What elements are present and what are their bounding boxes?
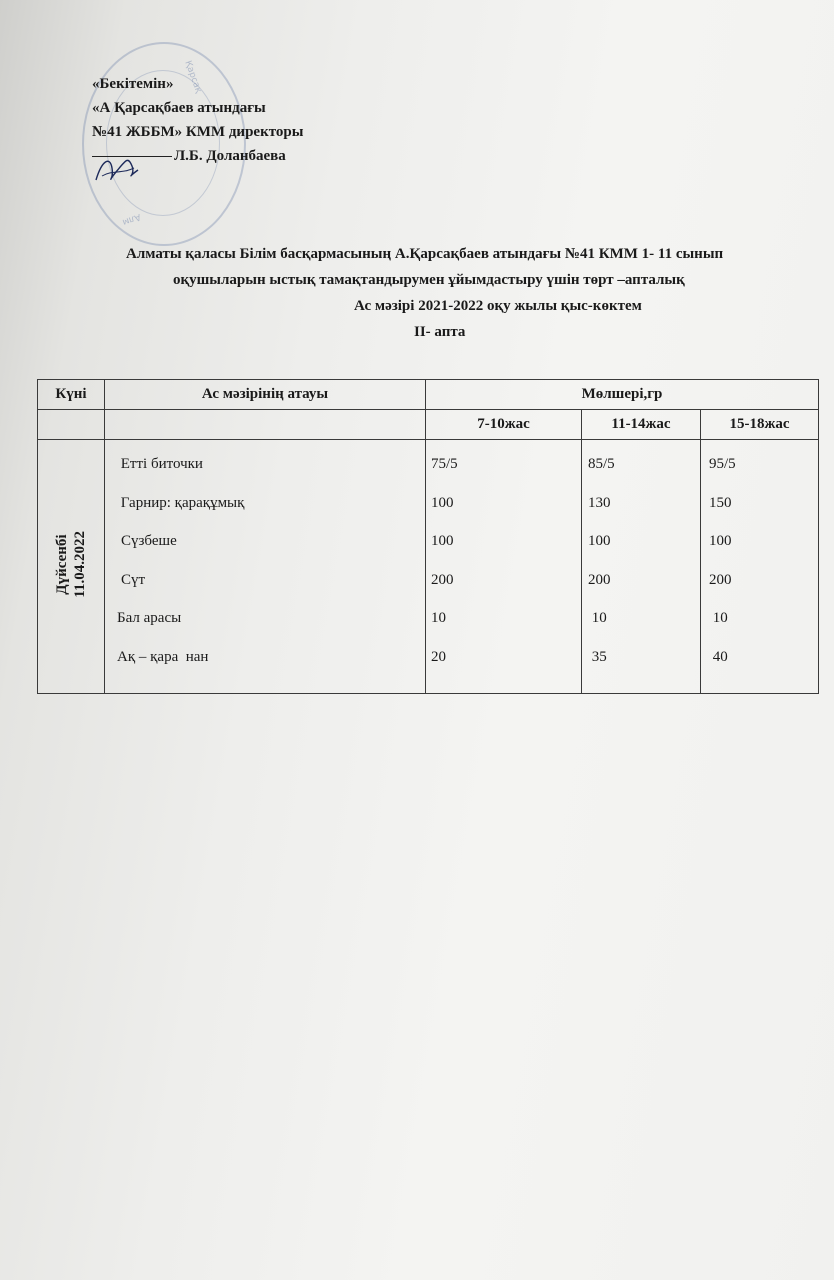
header-amount: Мөлшері,гр xyxy=(426,380,819,410)
subheader-empty-name xyxy=(105,410,426,440)
table-subheader-row xyxy=(38,410,819,440)
approval-line-3: №41 ЖББМ» КММ директоры xyxy=(92,124,304,140)
stamp-text-top: Қарсақ xyxy=(182,59,204,95)
title-line-3: Ас мәзірі 2021-2022 оқу жылы қыс-көктем xyxy=(354,298,642,314)
amount-value: 200 xyxy=(709,571,732,588)
amount-value: 200 xyxy=(588,571,611,588)
age-group-1: 7-10жас xyxy=(426,410,582,440)
amount-value: 40 xyxy=(709,648,728,665)
approval-block xyxy=(92,72,303,168)
amount-value: 100 xyxy=(588,533,611,549)
header-name: Ас мәзірінің атауы xyxy=(105,380,426,410)
amount-value: 85/5 xyxy=(588,456,615,472)
amount-value: 10 xyxy=(431,610,446,626)
title-line-2: оқушыларын ыстық тамақтандырумен ұйымдастыру үшін төрт –апталық xyxy=(173,272,685,288)
subheader-empty-day xyxy=(38,410,105,440)
director-name: Л.Б. Доланбаева xyxy=(174,148,286,164)
amount-value: 150 xyxy=(709,494,732,511)
dish-name: Етті биточки xyxy=(117,456,203,472)
title-line-4: ІІ- апта xyxy=(414,324,466,340)
approval-line-2: «А Қарсақбаев атындағы xyxy=(92,100,266,116)
table-row xyxy=(38,440,819,694)
amount-value: 100 xyxy=(431,494,454,511)
dish-name: Бал арасы xyxy=(117,610,182,626)
dish-name: Сүт xyxy=(121,571,146,588)
approval-line-1: «Бекітемін» xyxy=(92,76,174,92)
day-cell xyxy=(38,440,105,694)
amount-value: 10 xyxy=(709,610,728,626)
day-date: 11.04.2022 xyxy=(72,530,88,598)
amounts-15-18-cell xyxy=(701,440,819,694)
table-header-row xyxy=(38,380,819,410)
amount-value: 20 xyxy=(431,648,446,665)
dish-name: Гарнир: қарақұмық xyxy=(117,494,245,511)
menu-table xyxy=(37,379,819,694)
age-group-2: 11-14жас xyxy=(582,410,701,440)
stamp-text-bottom: Алм xyxy=(120,211,142,227)
dish-name: Сүзбеше xyxy=(121,533,177,549)
amounts-7-10-cell xyxy=(426,440,582,694)
dish-name: Ақ – қара нан xyxy=(117,648,209,665)
amount-value: 35 xyxy=(588,648,607,665)
title-line-1: Алматы қаласы Білім басқармасының А.Қарсақбаев атындағы №41 КММ 1- 11 сынып xyxy=(126,246,724,262)
amount-value: 10 xyxy=(588,610,607,626)
amount-value: 75/5 xyxy=(431,456,458,472)
amount-value: 200 xyxy=(431,571,454,588)
amount-value: 100 xyxy=(431,533,454,549)
amount-value: 130 xyxy=(588,494,611,511)
amount-value: 95/5 xyxy=(709,456,736,472)
header-day: Күні xyxy=(38,380,105,410)
amount-value: 100 xyxy=(709,533,732,549)
amounts-11-14-cell xyxy=(582,440,701,694)
dish-names-cell xyxy=(105,440,426,694)
approval-line-4 xyxy=(92,144,303,168)
day-name: Дүйсенбі xyxy=(54,533,70,595)
signature-line xyxy=(92,156,172,157)
age-group-3: 15-18жас xyxy=(701,410,819,440)
day-label xyxy=(53,531,89,598)
